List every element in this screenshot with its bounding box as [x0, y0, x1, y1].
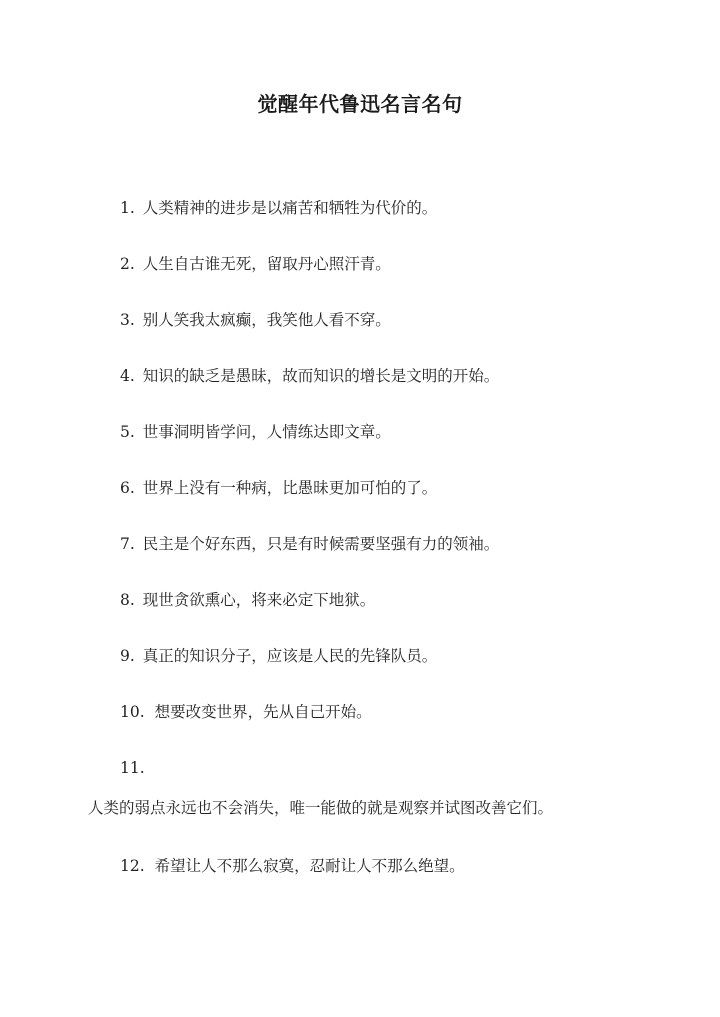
quote-number: 6. [120, 479, 135, 497]
quote-item [120, 365, 499, 387]
quote-text: 世事洞明皆学问，人情练达即文章。 [142, 423, 391, 441]
quote-item [120, 645, 437, 667]
quote-item [120, 533, 499, 555]
quote-item [120, 309, 391, 331]
quote-text: 真正的知识分子，应该是人民的先锋队员。 [142, 647, 438, 665]
quote-text: 世界上没有一种病，比愚昧更加可怕的了。 [142, 479, 438, 497]
quote-item [120, 197, 437, 219]
quote-text: 别人笑我太疯癫，我笑他人看不穿。 [142, 311, 391, 329]
quote-number: 9. [120, 647, 135, 665]
quote-number-line [120, 757, 145, 779]
quote-number: 2. [120, 255, 135, 273]
quote-item [120, 477, 437, 499]
quote-number: 1. [120, 199, 135, 217]
quote-number: 5. [120, 423, 135, 441]
quote-item [120, 855, 465, 877]
quote-text: 现世贪欲熏心，将来必定下地狱。 [142, 591, 376, 609]
quote-number: 7. [120, 535, 135, 553]
quote-item [120, 421, 391, 443]
page-title: 觉醒年代鲁迅名言名句 [257, 92, 463, 116]
quote-text: 希望让人不那么寂寞，忍耐让人不那么绝望。 [154, 857, 465, 875]
quote-number: 4. [120, 367, 135, 385]
quote-item [120, 589, 375, 611]
quote-number: 8. [120, 591, 135, 609]
quote-text-wrapped: 人类的弱点永远也不会消失，唯一能做的就是观察并试图改善它们。 [88, 799, 554, 817]
quote-item [120, 253, 391, 275]
quote-number: 3. [120, 311, 135, 329]
quote-text: 民主是个好东西，只是有时候需要坚强有力的领袖。 [142, 535, 500, 553]
quote-number: 12. [120, 857, 145, 875]
quote-text: 想要改变世界，先从自己开始。 [154, 703, 372, 721]
quote-item [120, 701, 372, 723]
quote-number: 10. [120, 703, 145, 721]
quote-number: 11. [120, 759, 145, 777]
quote-text: 人类精神的进步是以痛苦和牺牲为代价的。 [142, 199, 438, 217]
quote-text: 知识的缺乏是愚昧，故而知识的增长是文明的开始。 [142, 367, 500, 385]
quote-text: 人生自古谁无死，留取丹心照汗青。 [142, 255, 391, 273]
